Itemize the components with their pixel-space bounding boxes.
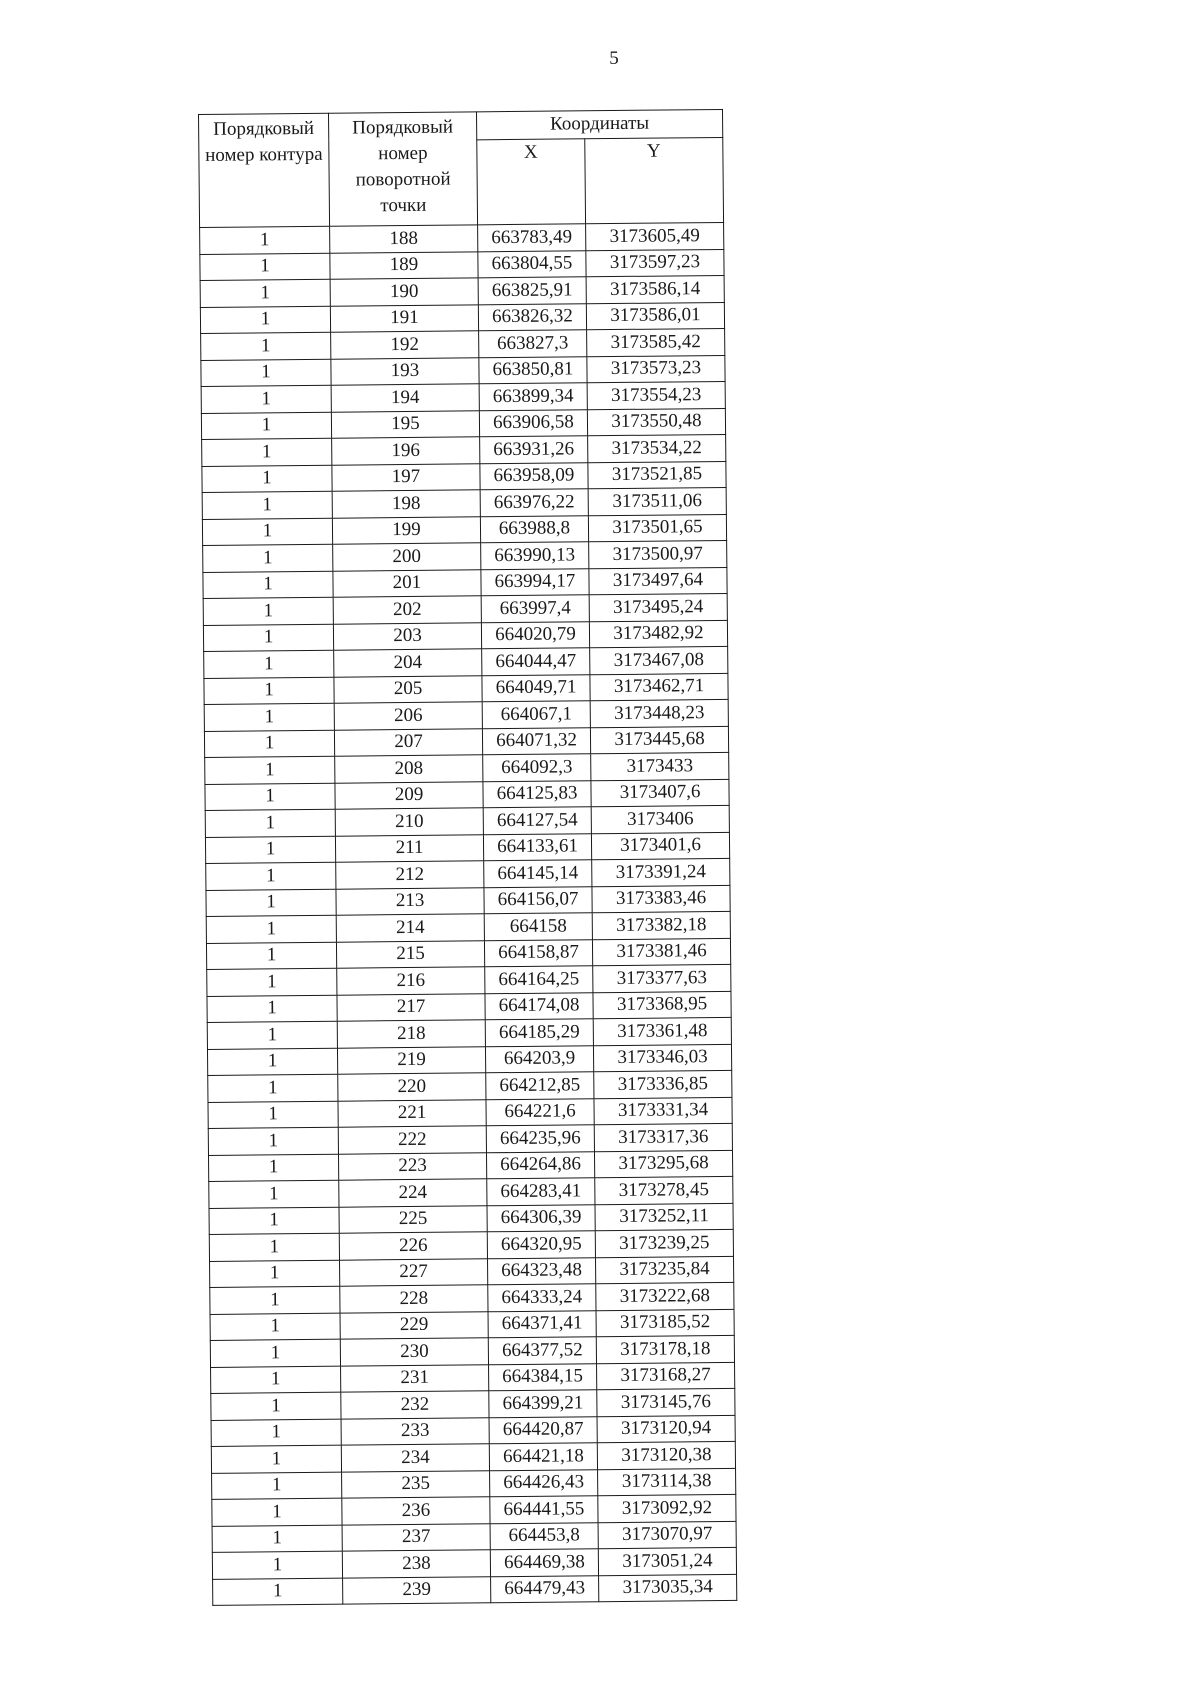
header-point-line-3: поворотной — [355, 168, 451, 191]
point-number-cell: 201 — [333, 569, 481, 597]
contour-number-cell: 1 — [200, 279, 330, 307]
point-number-cell: 211 — [335, 834, 483, 862]
x-coordinate-cell: 663988,8 — [480, 515, 588, 543]
x-coordinate-cell: 664156,07 — [484, 886, 592, 914]
point-number-cell: 190 — [330, 278, 478, 306]
x-coordinate-cell: 664092,3 — [483, 754, 591, 782]
point-number-cell: 196 — [332, 437, 480, 465]
point-number-cell: 199 — [332, 516, 480, 544]
point-number-cell: 229 — [340, 1311, 488, 1339]
header-contour-number — [199, 113, 330, 227]
point-number-cell: 230 — [340, 1338, 488, 1366]
y-coordinate-cell: 3173406 — [591, 805, 729, 833]
contour-number-cell: 1 — [205, 836, 335, 864]
y-coordinate-cell: 3173178,18 — [596, 1335, 734, 1363]
y-coordinate-cell: 3173401,6 — [591, 832, 729, 860]
point-number-cell: 236 — [342, 1497, 490, 1525]
y-coordinate-cell: 3173239,25 — [595, 1229, 733, 1257]
x-coordinate-cell: 663827,3 — [479, 330, 587, 358]
y-coordinate-cell: 3173185,52 — [596, 1309, 734, 1337]
contour-number-cell: 1 — [210, 1286, 340, 1314]
contour-number-cell: 1 — [204, 703, 334, 731]
y-coordinate-cell: 3173377,63 — [593, 964, 731, 992]
x-coordinate-cell: 664399,21 — [489, 1390, 597, 1418]
x-coordinate-cell: 664185,29 — [485, 1019, 593, 1047]
contour-number-cell: 1 — [209, 1180, 339, 1208]
contour-number-cell: 1 — [209, 1233, 339, 1261]
point-number-cell: 222 — [338, 1126, 486, 1154]
x-coordinate-cell: 664283,41 — [487, 1178, 595, 1206]
point-number-cell: 225 — [339, 1205, 487, 1233]
x-coordinate-cell: 664479,43 — [491, 1575, 599, 1603]
x-coordinate-cell: 664441,55 — [490, 1496, 598, 1524]
contour-number-cell: 1 — [204, 677, 334, 705]
x-coordinate-cell: 664212,85 — [486, 1072, 594, 1100]
point-number-cell: 215 — [336, 940, 484, 968]
contour-number-cell: 1 — [207, 1021, 337, 1049]
x-coordinate-cell: 663804,55 — [478, 250, 586, 278]
y-coordinate-cell: 3173391,24 — [592, 858, 730, 886]
contour-number-cell: 1 — [201, 412, 331, 440]
y-coordinate-cell: 3173235,84 — [595, 1256, 733, 1284]
contour-number-cell: 1 — [203, 571, 333, 599]
point-number-cell: 207 — [334, 728, 482, 756]
contour-number-cell: 1 — [210, 1313, 340, 1341]
contour-number-cell: 1 — [212, 1551, 342, 1579]
y-coordinate-cell: 3173501,65 — [588, 514, 726, 542]
x-coordinate-cell: 664020,79 — [481, 621, 589, 649]
y-coordinate-cell: 3173495,24 — [589, 593, 727, 621]
x-coordinate-cell: 663976,22 — [480, 489, 588, 517]
point-number-cell: 239 — [343, 1576, 491, 1604]
y-coordinate-cell: 3173573,23 — [587, 355, 725, 383]
contour-number-cell: 1 — [211, 1392, 341, 1420]
contour-number-cell: 1 — [204, 650, 334, 678]
table-row — [213, 1574, 737, 1606]
y-coordinate-cell: 3173500,97 — [589, 540, 727, 568]
contour-number-cell: 1 — [210, 1260, 340, 1288]
page-number: 5 — [609, 48, 619, 69]
header-point-line-4: точки — [380, 194, 427, 217]
point-number-cell: 188 — [330, 225, 478, 253]
point-number-cell: 197 — [332, 463, 480, 491]
y-coordinate-cell: 3173051,24 — [598, 1547, 736, 1575]
point-number-cell: 194 — [331, 384, 479, 412]
y-coordinate-cell: 3173433 — [591, 752, 729, 780]
header-coordinates: Координаты — [476, 109, 722, 139]
y-coordinate-cell: 3173448,23 — [590, 699, 728, 727]
x-coordinate-cell: 664133,61 — [483, 833, 591, 861]
point-number-cell: 226 — [339, 1232, 487, 1260]
x-coordinate-cell: 664320,95 — [487, 1231, 595, 1259]
contour-number-cell: 1 — [206, 889, 336, 917]
point-number-cell: 234 — [341, 1444, 489, 1472]
contour-number-cell: 1 — [205, 783, 335, 811]
x-coordinate-cell: 664071,32 — [482, 727, 590, 755]
point-number-cell: 217 — [337, 993, 485, 1021]
contour-number-cell: 1 — [208, 1074, 338, 1102]
contour-number-cell: 1 — [207, 1048, 337, 1076]
x-coordinate-cell: 664158,87 — [484, 939, 592, 967]
y-coordinate-cell: 3173521,85 — [588, 461, 726, 489]
y-coordinate-cell: 3173361,48 — [593, 1017, 731, 1045]
contour-number-cell: 1 — [200, 226, 330, 254]
x-coordinate-cell: 664333,24 — [488, 1284, 596, 1312]
point-number-cell: 219 — [337, 1046, 485, 1074]
x-coordinate-cell: 664235,96 — [486, 1125, 594, 1153]
y-coordinate-cell: 3173168,27 — [597, 1362, 735, 1390]
point-number-cell: 198 — [332, 490, 480, 518]
contour-number-cell: 1 — [204, 730, 334, 758]
x-coordinate-cell: 664164,25 — [485, 966, 593, 994]
x-coordinate-cell: 664067,1 — [482, 701, 590, 729]
contour-number-cell: 1 — [205, 809, 335, 837]
contour-number-cell: 1 — [202, 491, 332, 519]
header-y: Y — [585, 137, 724, 224]
point-number-cell: 235 — [342, 1470, 490, 1498]
contour-number-cell: 1 — [212, 1498, 342, 1526]
x-coordinate-cell: 663958,09 — [480, 462, 588, 490]
point-number-cell: 210 — [335, 808, 483, 836]
y-coordinate-cell: 3173597,23 — [586, 249, 724, 277]
x-coordinate-cell: 663990,13 — [481, 542, 589, 570]
x-coordinate-cell: 663997,4 — [481, 595, 589, 623]
contour-number-cell: 1 — [203, 544, 333, 572]
point-number-cell: 206 — [334, 702, 482, 730]
y-coordinate-cell: 3173381,46 — [592, 938, 730, 966]
point-number-cell: 213 — [336, 887, 484, 915]
contour-number-cell: 1 — [206, 942, 336, 970]
point-number-cell: 205 — [334, 675, 482, 703]
x-coordinate-cell: 664421,18 — [489, 1443, 597, 1471]
point-number-cell: 193 — [331, 357, 479, 385]
x-coordinate-cell: 664145,14 — [484, 860, 592, 888]
y-coordinate-cell: 3173331,34 — [594, 1097, 732, 1125]
x-coordinate-cell: 663850,81 — [479, 356, 587, 384]
y-coordinate-cell: 3173605,49 — [586, 222, 724, 250]
y-coordinate-cell: 3173586,14 — [586, 275, 724, 303]
x-coordinate-cell: 664323,48 — [487, 1257, 595, 1285]
contour-number-cell: 1 — [205, 756, 335, 784]
contour-number-cell: 1 — [200, 253, 330, 281]
y-coordinate-cell: 3173445,68 — [590, 726, 728, 754]
y-coordinate-cell: 3173383,46 — [592, 885, 730, 913]
y-coordinate-cell: 3173336,85 — [594, 1070, 732, 1098]
contour-number-cell: 1 — [208, 1101, 338, 1129]
x-coordinate-cell: 664426,43 — [490, 1469, 598, 1497]
contour-number-cell: 1 — [201, 385, 331, 413]
x-coordinate-cell: 664174,08 — [485, 992, 593, 1020]
point-number-cell: 237 — [342, 1523, 490, 1551]
point-number-cell: 195 — [331, 410, 479, 438]
y-coordinate-cell: 3173482,92 — [589, 620, 727, 648]
x-coordinate-cell: 664453,8 — [490, 1522, 598, 1550]
point-number-cell: 191 — [330, 304, 478, 332]
y-coordinate-cell: 3173120,38 — [597, 1441, 735, 1469]
contour-number-cell: 1 — [210, 1339, 340, 1367]
point-number-cell: 189 — [330, 251, 478, 279]
coordinates-table — [198, 109, 737, 1606]
contour-number-cell: 1 — [207, 995, 337, 1023]
x-coordinate-cell: 664044,47 — [482, 648, 590, 676]
header-turning-point-number — [328, 112, 477, 226]
y-coordinate-cell: 3173382,18 — [592, 911, 730, 939]
contour-number-cell: 1 — [211, 1366, 341, 1394]
x-coordinate-cell: 664127,54 — [483, 807, 591, 835]
point-number-cell: 228 — [340, 1285, 488, 1313]
y-coordinate-cell: 3173511,06 — [588, 487, 726, 515]
header-contour-line-2: номер контура — [205, 143, 323, 166]
x-coordinate-cell: 663783,49 — [478, 224, 586, 252]
contour-number-cell: 1 — [202, 465, 332, 493]
point-number-cell: 233 — [341, 1417, 489, 1445]
y-coordinate-cell: 3173120,94 — [597, 1415, 735, 1443]
point-number-cell: 221 — [338, 1099, 486, 1127]
point-number-cell: 232 — [341, 1391, 489, 1419]
point-number-cell: 224 — [339, 1179, 487, 1207]
contour-number-cell: 1 — [208, 1154, 338, 1182]
point-number-cell: 200 — [333, 543, 481, 571]
point-number-cell: 238 — [342, 1550, 490, 1578]
contour-number-cell: 1 — [212, 1525, 342, 1553]
y-coordinate-cell: 3173467,08 — [590, 646, 728, 674]
contour-number-cell: 1 — [213, 1578, 343, 1606]
x-coordinate-cell: 664203,9 — [485, 1045, 593, 1073]
contour-number-cell: 1 — [201, 332, 331, 360]
contour-number-cell: 1 — [211, 1445, 341, 1473]
y-coordinate-cell: 3173317,36 — [594, 1123, 732, 1151]
point-number-cell: 212 — [336, 861, 484, 889]
x-coordinate-cell: 663994,17 — [481, 568, 589, 596]
y-coordinate-cell: 3173035,34 — [599, 1574, 737, 1602]
contour-number-cell: 1 — [202, 438, 332, 466]
point-number-cell: 203 — [333, 622, 481, 650]
x-coordinate-cell: 663906,58 — [479, 409, 587, 437]
x-coordinate-cell: 664049,71 — [482, 674, 590, 702]
point-number-cell: 220 — [338, 1073, 486, 1101]
contour-number-cell: 1 — [202, 518, 332, 546]
y-coordinate-cell: 3173534,22 — [588, 434, 726, 462]
y-coordinate-cell: 3173554,23 — [587, 381, 725, 409]
contour-number-cell: 1 — [200, 306, 330, 334]
header-contour-line-1: Порядковый — [213, 117, 315, 140]
y-coordinate-cell: 3173222,68 — [596, 1282, 734, 1310]
x-coordinate-cell: 664158 — [484, 913, 592, 941]
x-coordinate-cell: 663825,91 — [478, 277, 586, 305]
y-coordinate-cell: 3173114,38 — [598, 1468, 736, 1496]
x-coordinate-cell: 664371,41 — [488, 1310, 596, 1338]
x-coordinate-cell: 664306,39 — [487, 1204, 595, 1232]
y-coordinate-cell: 3173295,68 — [594, 1150, 732, 1178]
header-x: X — [477, 139, 586, 225]
contour-number-cell: 1 — [209, 1207, 339, 1235]
point-number-cell: 216 — [337, 967, 485, 995]
point-number-cell: 192 — [331, 331, 479, 359]
contour-number-cell: 1 — [212, 1472, 342, 1500]
x-coordinate-cell: 664221,6 — [486, 1098, 594, 1126]
contour-number-cell: 1 — [211, 1419, 341, 1447]
point-number-cell: 231 — [341, 1364, 489, 1392]
point-number-cell: 218 — [337, 1020, 485, 1048]
point-number-cell: 209 — [335, 781, 483, 809]
header-point-line-2: номер — [378, 142, 428, 165]
contour-number-cell: 1 — [203, 597, 333, 625]
y-coordinate-cell: 3173407,6 — [591, 779, 729, 807]
contour-number-cell: 1 — [203, 624, 333, 652]
x-coordinate-cell: 664469,38 — [490, 1549, 598, 1577]
x-coordinate-cell: 664384,15 — [489, 1363, 597, 1391]
contour-number-cell: 1 — [208, 1127, 338, 1155]
x-coordinate-cell: 664125,83 — [483, 780, 591, 808]
y-coordinate-cell: 3173252,11 — [595, 1203, 733, 1231]
point-number-cell: 208 — [335, 755, 483, 783]
x-coordinate-cell: 664377,52 — [488, 1337, 596, 1365]
x-coordinate-cell: 663826,32 — [478, 303, 586, 331]
y-coordinate-cell: 3173585,42 — [587, 328, 725, 356]
y-coordinate-cell: 3173550,48 — [587, 408, 725, 436]
y-coordinate-cell: 3173145,76 — [597, 1388, 735, 1416]
y-coordinate-cell: 3173278,45 — [595, 1176, 733, 1204]
y-coordinate-cell: 3173368,95 — [593, 991, 731, 1019]
point-number-cell: 204 — [334, 649, 482, 677]
point-number-cell: 202 — [333, 596, 481, 624]
contour-number-cell: 1 — [206, 915, 336, 943]
y-coordinate-cell: 3173462,71 — [590, 673, 728, 701]
x-coordinate-cell: 663931,26 — [480, 436, 588, 464]
header-point-line-1: Порядковый — [352, 116, 454, 139]
contour-number-cell: 1 — [201, 359, 331, 387]
x-coordinate-cell: 664420,87 — [489, 1416, 597, 1444]
y-coordinate-cell: 3173092,92 — [598, 1494, 736, 1522]
point-number-cell: 227 — [340, 1258, 488, 1286]
contour-number-cell: 1 — [206, 862, 336, 890]
x-coordinate-cell: 664264,86 — [486, 1151, 594, 1179]
y-coordinate-cell: 3173346,03 — [593, 1044, 731, 1072]
y-coordinate-cell: 3173497,64 — [589, 567, 727, 595]
x-coordinate-cell: 663899,34 — [479, 383, 587, 411]
y-coordinate-cell: 3173586,01 — [586, 302, 724, 330]
point-number-cell: 223 — [338, 1152, 486, 1180]
y-coordinate-cell: 3173070,97 — [598, 1521, 736, 1549]
table-body — [200, 222, 737, 1605]
contour-number-cell: 1 — [207, 968, 337, 996]
point-number-cell: 214 — [336, 914, 484, 942]
